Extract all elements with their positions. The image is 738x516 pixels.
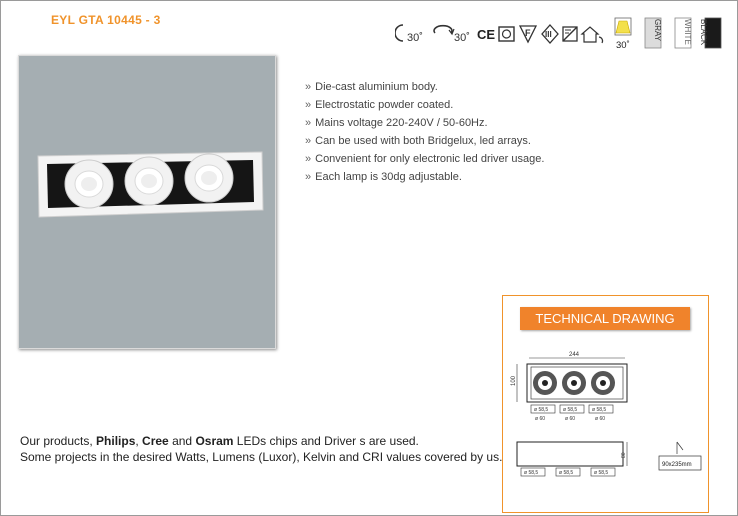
rotation-angle-label: 30˚ [454,32,470,44]
brand-philips: Philips [96,434,136,448]
brand-osram: Osram [195,434,234,448]
feature-item: » Mains voltage 220-240V / 50-60Hz. [305,114,544,132]
ce-mark-icon [477,27,495,42]
top-view [511,352,627,422]
note-line-2: Some projects in the desired Watts, Lumens (Luxor), Kelvin and CRI values covered by us. [20,450,503,464]
color-label-white: WHITE [683,19,692,45]
feature-item: » Each lamp is 30dg adjustable. [305,168,544,186]
color-label-black: BLACK [699,19,708,46]
supplier-note [20,433,502,465]
tilt-icon [395,25,423,44]
beam-angle-label: 30˚ [616,40,630,51]
color-swatch-white[interactable] [675,18,692,48]
ce-mark-label: CE [477,27,496,42]
f-mark-label: F [525,28,531,38]
width-dimension: 244 [569,352,580,358]
spacing-dimension: ø 60 [595,416,606,422]
no-cover-icon [563,27,577,41]
feature-item: » Electrostatic powder coated. [305,96,544,114]
side-view [517,442,627,476]
technical-drawing [503,346,708,506]
technical-drawing-button[interactable]: TECHNICAL DRAWING [520,307,690,330]
feature-item: » Can be used with both Bridgelux, led arrays. [305,132,544,150]
product-photo [18,55,276,349]
color-swatch-gray[interactable] [645,18,662,48]
spacing-dimension: ø 60 [535,416,546,422]
technical-drawing-panel [502,295,709,513]
feature-item: » Die-cast aluminium body. [305,78,544,96]
dimmable-icon [499,27,514,41]
spacing-dimension: ø 60 [565,416,576,422]
note-text: and [168,434,196,448]
brand-cree: Cree [142,434,169,448]
rotation-icon [434,26,470,44]
color-options [613,17,727,56]
house-icon [582,27,603,43]
feature-list [305,78,544,186]
lamp-dimension: ø 58,5 [563,407,578,413]
certification-icons [395,17,610,51]
cutout-dimension: 90x235mm [662,462,692,468]
feature-item: » Convenient for only electronic led driver usage. [305,150,544,168]
color-swatch-black[interactable] [699,18,721,48]
cutout-view [659,442,701,470]
height-dimension: 100 [511,375,517,386]
lamp-dimension: ø 58,5 [534,407,549,413]
class-iii-icon [542,25,558,43]
note-text: Our products, [20,434,97,448]
tilt-angle-label: 30˚ [407,32,423,44]
color-label-gray: GRAY [653,19,662,42]
note-text: LEDs chips and Driver s are used. [233,434,419,448]
f-mark-icon [520,26,536,42]
depth-dimension: 80 [621,452,627,458]
class-mark-label: III [545,30,552,39]
lamp-dimension: ø 58,5 [559,470,574,476]
beam-angle-icon [615,18,631,51]
product-code: EYL GTA 10445 - 3 [51,13,161,27]
luminaire-image [38,152,263,217]
note-line-1 [20,433,502,449]
lamp-dimension: ø 58,5 [592,407,607,413]
lamp-dimension: ø 58,5 [594,470,609,476]
lamp-dimension: ø 58,5 [524,470,539,476]
note-text: , [135,434,143,448]
